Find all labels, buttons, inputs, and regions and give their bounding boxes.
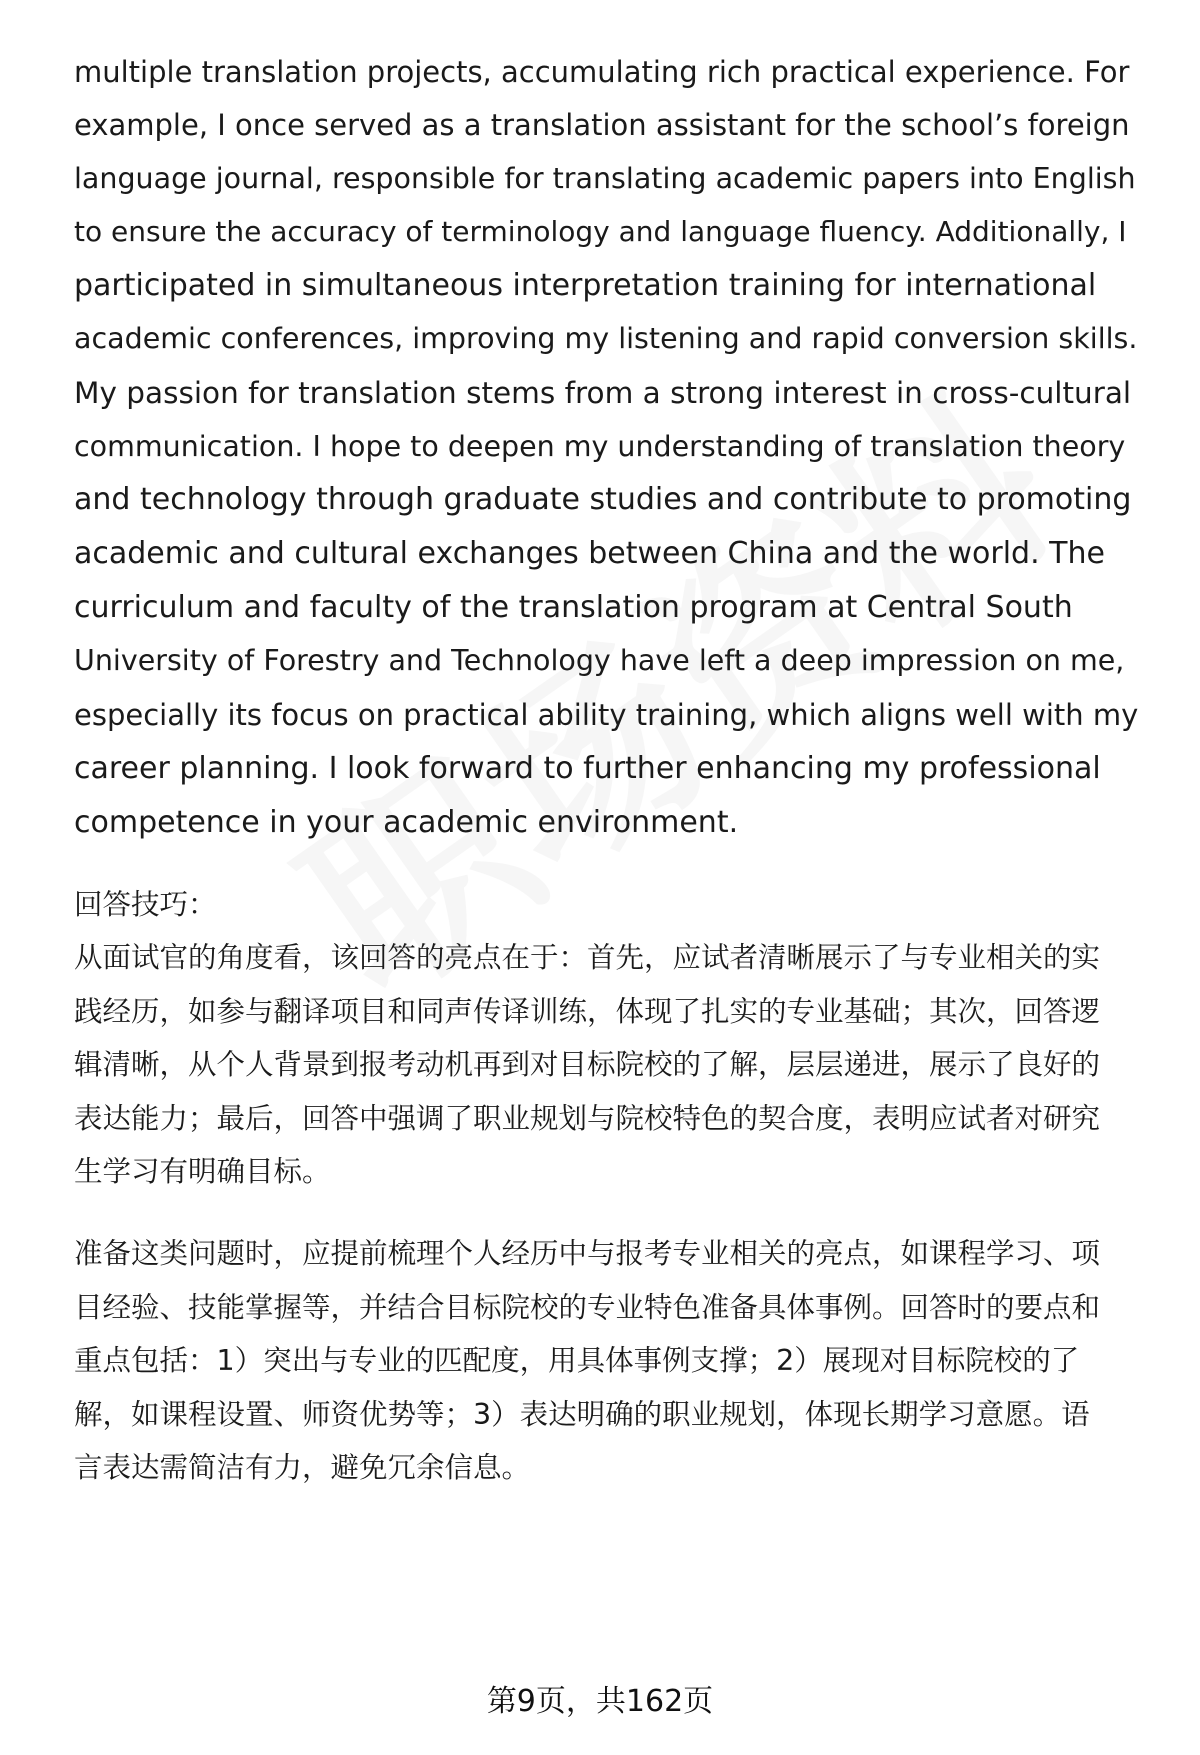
answer-line: My passion for translation stems from a strong interest in cross-cultural (74, 376, 1132, 410)
tips-line: 表达能力；最后，回答中强调了职业规划与院校特色的契合度，表明应试者对研究 (74, 1102, 1101, 1135)
tips-line: 解，如课程设置、师资优势等；3）表达明确的职业规划，体现长期学习意愿。语 (74, 1398, 1090, 1431)
answer-line: multiple translation projects, accumulating rich practical experience. For (74, 55, 1130, 89)
answer-line: competence in your academic environment. (74, 805, 739, 840)
answer-line: curriculum and faculty of the translation program at Central South (74, 590, 1073, 625)
page-footer: 第9页，共162页 (486, 1684, 714, 1719)
tips-line: 准备这类问题时，应提前梳理个人经历中与报考专业相关的亮点，如课程学习、项 (74, 1237, 1101, 1270)
answer-line: University of Forestry and Technology have left a deep impression on me, (74, 644, 1125, 677)
tips-line: 从面试官的角度看，该回答的亮点在于：首先，应试者清晰展示了与专业相关的实 (74, 941, 1101, 974)
answer-line: communication. I hope to deepen my understanding of translation theory (74, 430, 1126, 463)
answer-line: career planning. I look forward to further enhancing my professional (74, 751, 1101, 786)
answer-line: example, I once served as a translation assistant for the school’s foreign (74, 108, 1130, 142)
tips-heading: 回答技巧： (74, 888, 217, 921)
answer-line: participated in simultaneous interpretation training for international (74, 268, 1097, 303)
answer-line: especially its focus on practical ability training, which aligns well with my (74, 698, 1139, 732)
tips-line: 言表达需简洁有力，避免冗余信息。 (74, 1451, 531, 1484)
tips-line: 重点包括：1）突出与专业的匹配度，用具体事例支撑；2）展现对目标院校的了 (74, 1344, 1080, 1377)
answer-line: to ensure the accuracy of terminology and language fluency. Additionally, I (74, 215, 1127, 248)
tips-line: 践经历，如参与翻译项目和同声传译训练，体现了扎实的专业基础；其次，回答逻 (74, 995, 1101, 1028)
answer-line: and technology through graduate studies and contribute to promoting (74, 482, 1132, 517)
answer-line: language journal, responsible for translating academic papers into English (74, 162, 1136, 195)
answer-line: academic conferences, improving my listening and rapid conversion skills. (74, 322, 1138, 355)
tips-line: 辑清晰，从个人背景到报考动机再到对目标院校的了解，层层递进，展示了良好的 (74, 1048, 1101, 1081)
tips-line: 生学习有明确目标。 (74, 1155, 331, 1188)
tips-line: 目经验、技能掌握等，并结合目标院校的专业特色准备具体事例。回答时的要点和 (74, 1291, 1101, 1324)
answer-line: academic and cultural exchanges between China and the world. The (74, 536, 1105, 571)
